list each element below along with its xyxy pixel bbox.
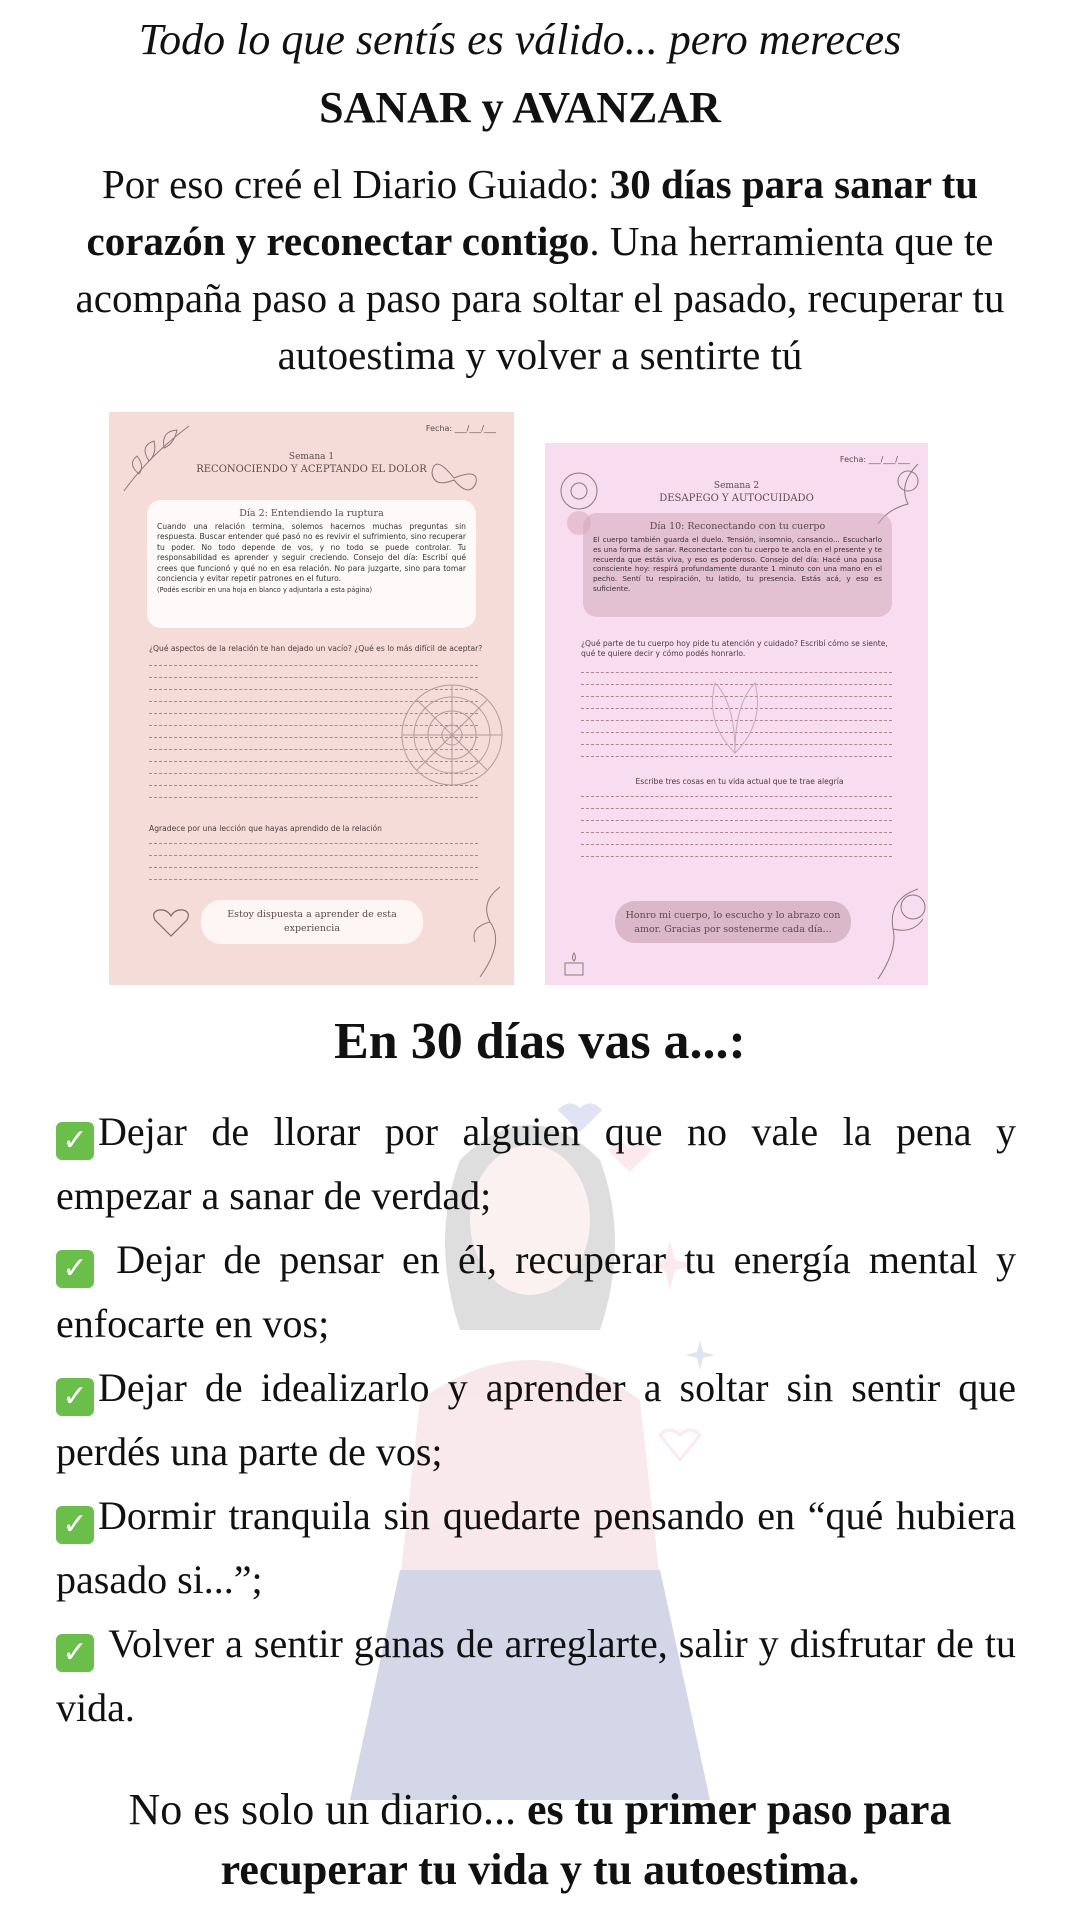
flower-lady-icon xyxy=(460,882,510,982)
benefit-text: Dejar de idealizarlo y aprender a soltar sin sentir que perdés una parte de vos; xyxy=(56,1365,1016,1474)
journal-page-week1 xyxy=(109,412,514,985)
check-icon: ✓ xyxy=(56,1506,94,1544)
page-subtitle: DESAPEGO Y AUTOCUIDADO xyxy=(659,493,814,504)
check-icon: ✓ xyxy=(56,1634,94,1672)
question-1: ¿Qué aspectos de la relación te han dejado un vacío? ¿Qué es lo más difícil de aceptar? xyxy=(149,644,483,653)
woman-flower-icon xyxy=(868,879,928,985)
intro-line1: Todo lo que sentís es válido... pero mereces xyxy=(138,15,902,64)
intro-para-start: Por eso creé el Diario Guiado: xyxy=(101,161,610,207)
intro-para-bold: 30 días para sanar tu corazón y reconectar contigo xyxy=(86,161,979,264)
benefits-list xyxy=(56,1100,1016,1740)
benefit-item xyxy=(56,1612,1016,1740)
closing-bold: es tu primer paso para recuperar tu vida y tu autoestima. xyxy=(220,1785,952,1894)
question-1: ¿Qué parte de tu cuerpo hoy pide tu atención y cuidado? Escribí cómo se siente, qué te quiere decir y cómo podés honrarlo. xyxy=(581,639,888,658)
page-subtitle: RECONOCIENDO Y ACEPTANDO EL DOLOR xyxy=(196,464,427,475)
benefit-item xyxy=(56,1484,1016,1612)
writing-lines-2 xyxy=(149,832,478,880)
day-box xyxy=(147,500,476,628)
check-icon: ✓ xyxy=(56,1378,94,1416)
question-2: Escribe tres cosas en tu vida actual que te trae alegría xyxy=(635,777,844,786)
intro-line2: SANAR y AVANZAR xyxy=(319,83,721,132)
day-text: El cuerpo también guarda el duelo. Tensión, insomnio, cansancio... Escucharlo es una forma de sanar. Reconectarte con tu cuerpo te ancla en el presente y te recuerda que estás viva, y eso es poderoso. Consejo del día: Hacé una pausa consciente hoy: respirá profundamente durante 1 minuto con una mano en el pecho. Sentí tu respiración, tu latido, tu presencia. Estás acá, y eso es suficiente. xyxy=(593,535,882,593)
benefit-item xyxy=(56,1100,1016,1228)
benefit-text: Dormir tranquila sin quedarte pensando en “qué hubiera pasado si...”; xyxy=(56,1493,1016,1602)
benefit-text: Dejar de llorar por alguien que no vale la pena y empezar a sanar de verdad; xyxy=(56,1109,1016,1218)
journal-page-week2 xyxy=(545,443,928,985)
day-box xyxy=(583,513,892,617)
day-title: Día 2: Entendiendo la ruptura xyxy=(239,508,384,519)
page-footer: Honro mi cuerpo, lo escucho y lo abrazo con amor. Gracias por sostenerme cada día... xyxy=(615,901,851,943)
page-week: Semana 1 xyxy=(288,452,335,462)
page-footer: Estoy dispuesta a aprender de esta experiencia xyxy=(201,900,423,944)
benefit-text: Dejar de pensar en él, recuperar tu energía mental y enfocarte en vos; xyxy=(56,1237,1016,1346)
benefit-text: Volver a sentir ganas de arreglarte, salir y disfrutar de tu vida. xyxy=(56,1621,1016,1730)
mandala-icon xyxy=(397,680,507,790)
page-date: Fecha: ___/___/___ xyxy=(425,424,496,433)
check-icon: ✓ xyxy=(56,1122,94,1160)
heart-hands-icon xyxy=(149,906,193,942)
candle-stack-icon xyxy=(559,949,589,979)
page-date: Fecha: ___/___/___ xyxy=(839,455,910,464)
benefit-item xyxy=(56,1356,1016,1484)
intro-para-end: . Una herramienta que te acompaña paso a paso para soltar el pasado, recuperar tu autoestima y volver a sentirte tú xyxy=(75,218,1005,378)
page-week: Semana 2 xyxy=(713,481,760,491)
closing-start: No es solo un diario... xyxy=(128,1785,527,1834)
day-title: Día 10: Reconectando con tu cuerpo xyxy=(649,521,826,532)
day-note: (Podés escribir en una hoja en blanco y adjuntarla a esta página) xyxy=(157,586,373,595)
intro-paragraph xyxy=(46,156,1034,384)
benefit-item xyxy=(56,1228,1016,1356)
lotus-flower-icon xyxy=(675,663,795,763)
day-text: Cuando una relación termina, solemos hacernos muchas preguntas sin respuesta. Buscar entender qué pasó no es revivir el sufrimiento, sino recuperar tu poder. No todo depende de vos, y no todo se puede controlar. Tu responsabilidad es aprender y seguir creciendo. Consejo del día: Escribí qué crees que funcionó y qué no en esa relación. No para juzgarte, sino para tomar conciencia y evitar repetir patrones en el futuro. xyxy=(157,522,466,584)
closing-statement xyxy=(60,1780,1020,1900)
writing-lines-2 xyxy=(581,785,892,857)
question-2: Agradece por una lección que hayas aprendido de la relación xyxy=(149,824,382,833)
section-title: En 30 días vas a...: xyxy=(334,1013,746,1070)
check-icon: ✓ xyxy=(56,1250,94,1288)
